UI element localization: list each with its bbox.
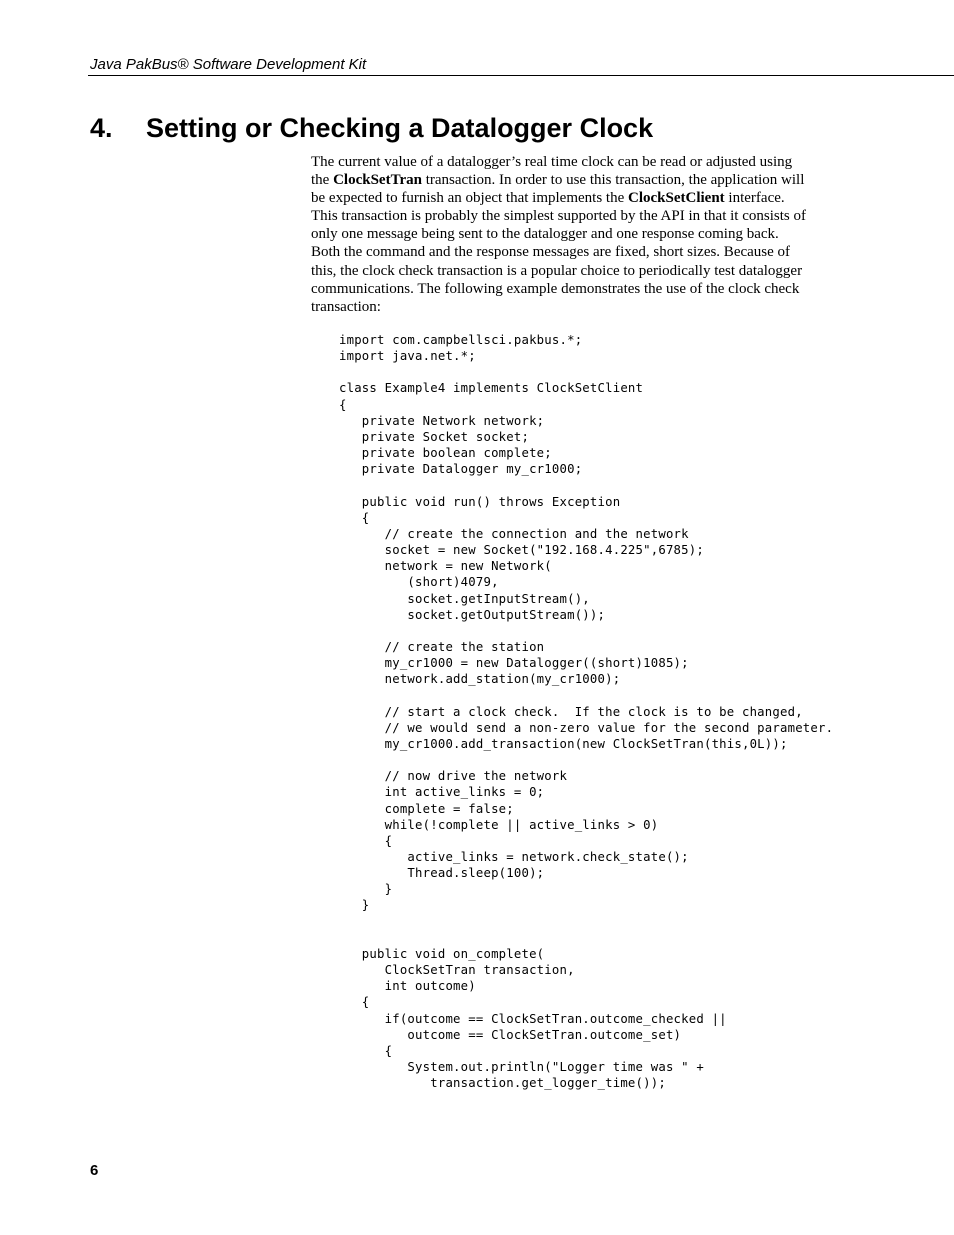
interface-name-clocksetclient: ClockSetClient [628, 190, 725, 207]
intro-text-part-2: transaction. In order to use this transaction, the application will be expected to furnish an object that implements the [311, 172, 805, 207]
intro-paragraph [311, 153, 811, 316]
header-divider [88, 75, 954, 76]
intro-text-part-3: interface. This transaction is probably the simplest supported by the API in that it consists of only one message being sent to the datalogger and one response coming back. Both the command and the response messages are fixed, short sizes. Because of this, the clock check transaction is a popular choice to periodically test datalogger communications. The following example demonstrates the use of the clock check transaction: [311, 190, 806, 315]
section-number: 4. [90, 113, 113, 143]
section-heading [90, 111, 653, 145]
running-header: Java PakBus® Software Development Kit [90, 56, 367, 73]
intro-text-part-1: The current value of a datalogger’s real time clock can be read or adjusted using the [311, 154, 793, 189]
class-name-clocksettran: ClockSetTran [333, 172, 422, 189]
section-title: Setting or Checking a Datalogger Clock [146, 113, 654, 143]
page-number: 6 [90, 1162, 99, 1179]
code-listing: import com.campbellsci.pakbus.*; import java.net.*; class Example4 implements ClockSetClient { private Network network; private Socket socket; private boolean complete; private Datalogger my_cr1000; public void run() throws Exception { // create the connection and the network socket = new Socket("192.168.4.225",6785); network = new Network( (short)4079, socket.getInputStream(), socket.getOutputStream()); // create the station my_cr1000 = new Datalogger((short)1085); network.add_station(my_cr1000); // start a clock check. If the clock is to be changed, // we would send a non-zero value for the second parameter. my_cr1000.add_transaction(new ClockSetTran(this,0L)); // now drive the network int active_links = 0; complete = false; while(!complete || active_links > 0) { active_links = network.check_state(); Thread.sleep(100); } } public void on_complete( ClockSetTran transaction, int outcome) { if(outcome == ClockSetTran.outcome_checked || outcome == ClockSetTran.outcome_set) { System.out.println("Logger time was " + transaction.get_logger_time()); [339, 333, 834, 1091]
